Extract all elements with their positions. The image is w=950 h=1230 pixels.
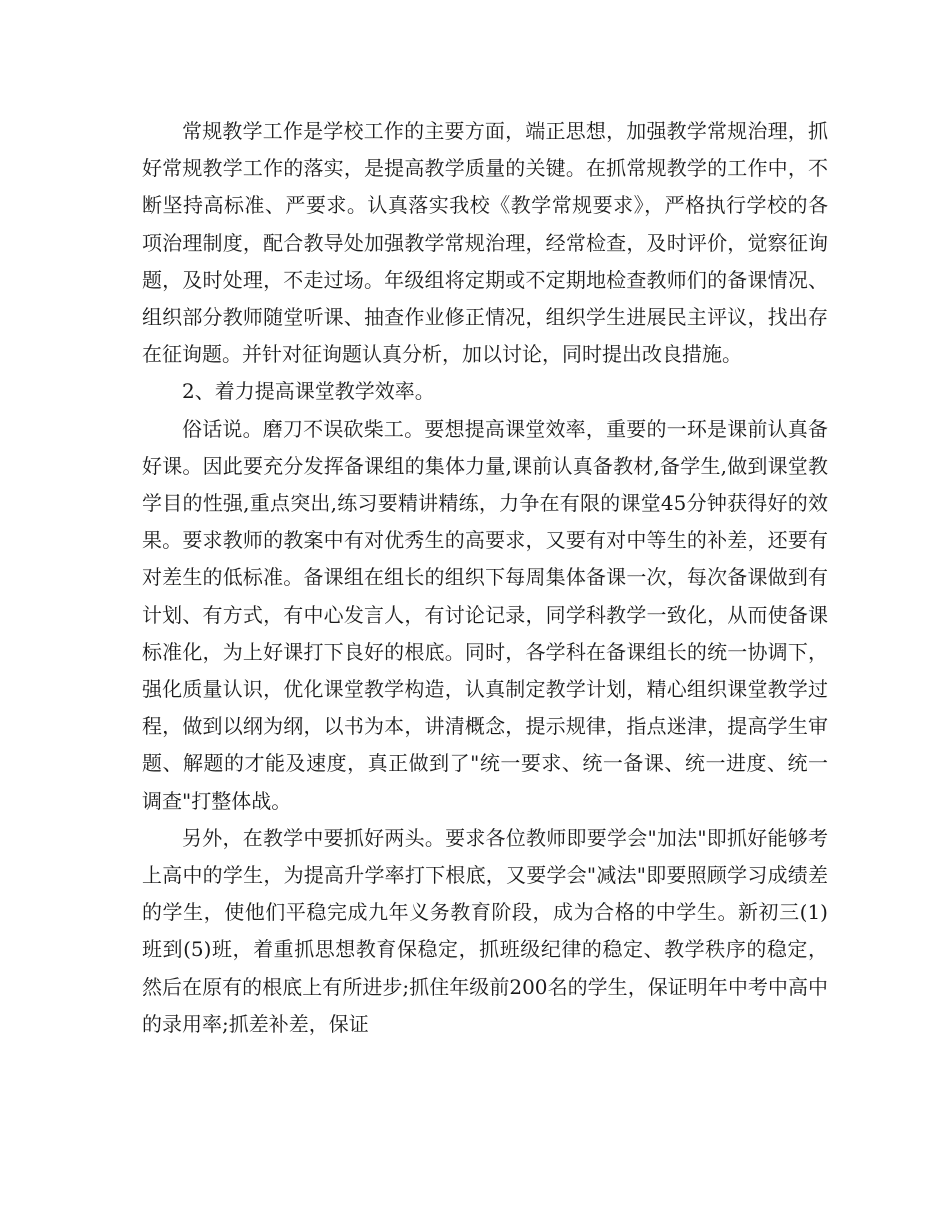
paragraph-heading-classroom-efficiency: 2、着力提高课堂教学效率。: [182, 379, 435, 404]
paragraph-two-ends: 另外，在教学中要抓好两头。要求各位教师即要学会"加法"即抓好能够考上高中的学生，为提高升学率打下根底，又要学会"减法"即要照顾学习成绩差的学生，使他们平稳完成九年义务教育阶段，成为合格的中学生。新初三(1)班到(5)班，着重抓思想教育保稳定，抓班级纪律的稳定、教学秩序的稳定，然后在原有的根底上有所进步;抓住年级前200名的学生，保证明年中考中高中的录用率;抓差补差，保证: [142, 825, 828, 1036]
document-page: [142, 113, 828, 1043]
paragraph-routine-teaching: 常规教学工作是学校工作的主要方面，端正思想，加强教学常规治理，抓好常规教学工作的落实，是提高教学质量的关键。在抓常规教学的工作中，不断坚持高标准、严要求。认真落实我校《教学常规要求》，严格执行学校的各项治理制度，配合教导处加强教学常规治理，经常检查，及时评价，觉察征询题，及时处理，不走过场。年级组将定期或不定期地检查教师们的备课情况、组织部分教师随堂听课、抽查作业修正情况，组织学生进展民主评议，找出存在征询题。并针对征询题认真分析，加以讨论，同时提出改良措施。: [142, 119, 828, 367]
paragraph-lesson-preparation: 俗话说。磨刀不误砍柴工。要想提高课堂效率，重要的一环是课前认真备好课。因此要充分发挥备课组的集体力量,课前认真备教材,备学生,做到课堂教学目的性强,重点突出,练习要精讲精练，力争在有限的课堂45分钟获得好的效果。要求教师的教案中有对优秀生的高要求，又要有对中等生的补差，还要有对差生的低标准。备课组在组长的组织下每周集体备课一次，每次备课做到有计划、有方式，有中心发言人，有讨论记录，同学科教学一致化，从而使备课标准化，为上好课打下良好的根底。同时，各学科在备课组长的统一协调下，强化质量认识，优化课堂教学构造，认真制定教学计划，精心组织课堂教学过程，做到以纲为纲，以书为本，讲清概念，提示规律，指点迷津，提高学生审题、解题的才能及速度，真正做到了"统一要求、统一备课、统一进度、统一调查"打整体战。: [142, 416, 828, 813]
